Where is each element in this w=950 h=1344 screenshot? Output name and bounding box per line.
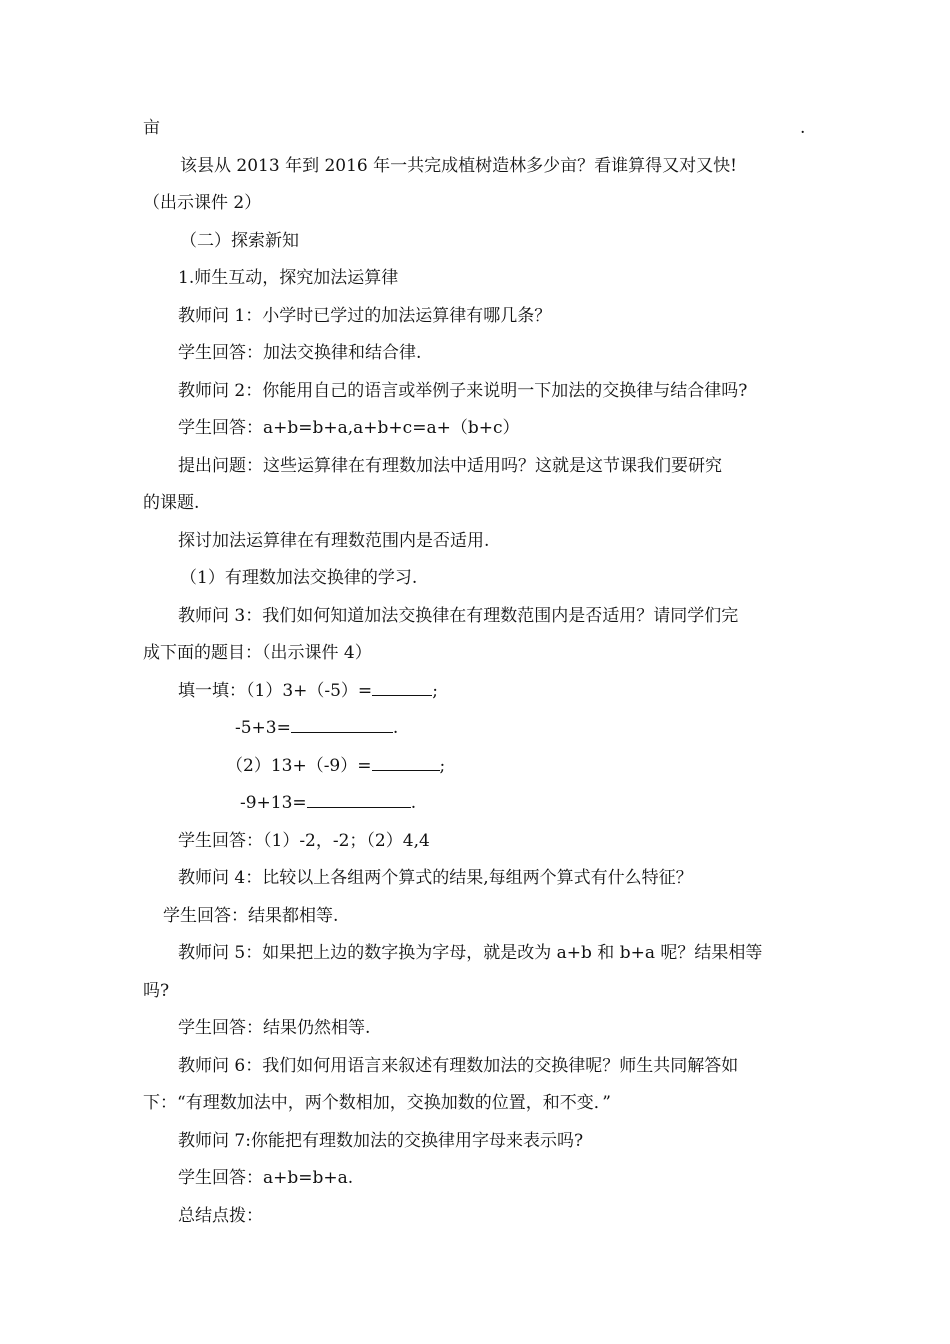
fill-in-end-2b: . bbox=[410, 793, 417, 813]
fill-in-item-2 bbox=[226, 754, 445, 778]
fill-in-end-1b: . bbox=[392, 718, 399, 738]
teacher-question-3: 教师问 3：我们如何知道加法交换律在有理数范围内是否适用？请同学们完 bbox=[178, 606, 739, 626]
question-paragraph: 该县从 2013 年到 2016 年一共完成植树造林多少亩？看谁算得又对又快! bbox=[180, 156, 737, 176]
teacher-question-3-cont: 成下面的题目：（出示课件 4） bbox=[143, 643, 372, 663]
line-mu: 亩 bbox=[143, 118, 160, 138]
teacher-question-1: 教师问 1：小学时已学过的加法运算律有哪几条？ bbox=[178, 306, 552, 326]
teacher-question-2: 教师问 2：你能用自己的语言或举例子来说明一下加法的交换律与结合律吗? bbox=[178, 381, 748, 401]
answer-blank-2b bbox=[307, 791, 411, 808]
fill-in-label-2: （2）13+（-9）= bbox=[226, 756, 372, 776]
fill-in-item-2b bbox=[240, 791, 416, 815]
fill-in-item-1 bbox=[178, 679, 438, 703]
teacher-question-5-cont: 吗? bbox=[143, 981, 170, 1001]
student-answer-4: 学生回答：结果都相等. bbox=[163, 906, 339, 926]
fill-in-label-1: 填一填：（1）3+（-5）= bbox=[178, 681, 373, 701]
courseware-note-2: （出示课件 2） bbox=[143, 193, 262, 213]
student-answer-7: 学生回答：a+b=b+a. bbox=[178, 1168, 354, 1188]
fill-in-label-2b: -9+13= bbox=[240, 793, 307, 813]
subsection-heading: 1.师生互动，探究加法运算律 bbox=[178, 268, 399, 288]
line-trailing-dot: . bbox=[800, 118, 806, 138]
answer-blank-2 bbox=[372, 754, 440, 771]
student-answer-2: 学生回答：a+b=b+a,a+b+c=a+（b+c） bbox=[178, 418, 520, 438]
teacher-question-6: 教师问 6：我们如何用语言来叙述有理数加法的交换律呢？师生共同解答如 bbox=[178, 1056, 739, 1076]
discussion-line: 探讨加法运算律在有理数范围内是否适用. bbox=[178, 531, 490, 551]
student-answer-5: 学生回答：结果仍然相等. bbox=[178, 1018, 371, 1038]
fill-in-label-1b: -5+3= bbox=[235, 718, 291, 738]
fill-in-item-1b bbox=[235, 716, 398, 740]
raise-question-cont: 的课题. bbox=[143, 493, 200, 513]
fill-in-end-1: ; bbox=[432, 681, 438, 701]
fill-in-end-2: ; bbox=[439, 756, 446, 776]
raise-question: 提出问题：这些运算律在有理数加法中适用吗？这就是这节课我们要研究 bbox=[178, 456, 722, 476]
answer-blank-1 bbox=[372, 679, 432, 696]
section-heading: （二）探索新知 bbox=[180, 231, 299, 251]
teacher-question-4: 教师问 4：比较以上各组两个算式的结果,每组两个算式有什么特征？ bbox=[178, 868, 693, 888]
teacher-question-6-cont: 下：“有理数加法中，两个数相加，交换加数的位置，和不变．” bbox=[143, 1093, 611, 1113]
student-answer-3: 学生回答：（1）-2，-2；（2）4,4 bbox=[178, 831, 430, 851]
summary-heading: 总结点拨： bbox=[178, 1206, 263, 1226]
answer-blank-1b bbox=[291, 716, 393, 733]
teacher-question-5: 教师问 5：如果把上边的数字换为字母，就是改为 a+b 和 b+a 呢？结果相等 bbox=[178, 943, 763, 963]
teacher-question-7: 教师问 7:你能把有理数加法的交换律用字母来表示吗? bbox=[178, 1131, 584, 1151]
commutative-heading: （1）有理数加法交换律的学习. bbox=[180, 568, 418, 588]
student-answer-1: 学生回答：加法交换律和结合律. bbox=[178, 343, 422, 363]
